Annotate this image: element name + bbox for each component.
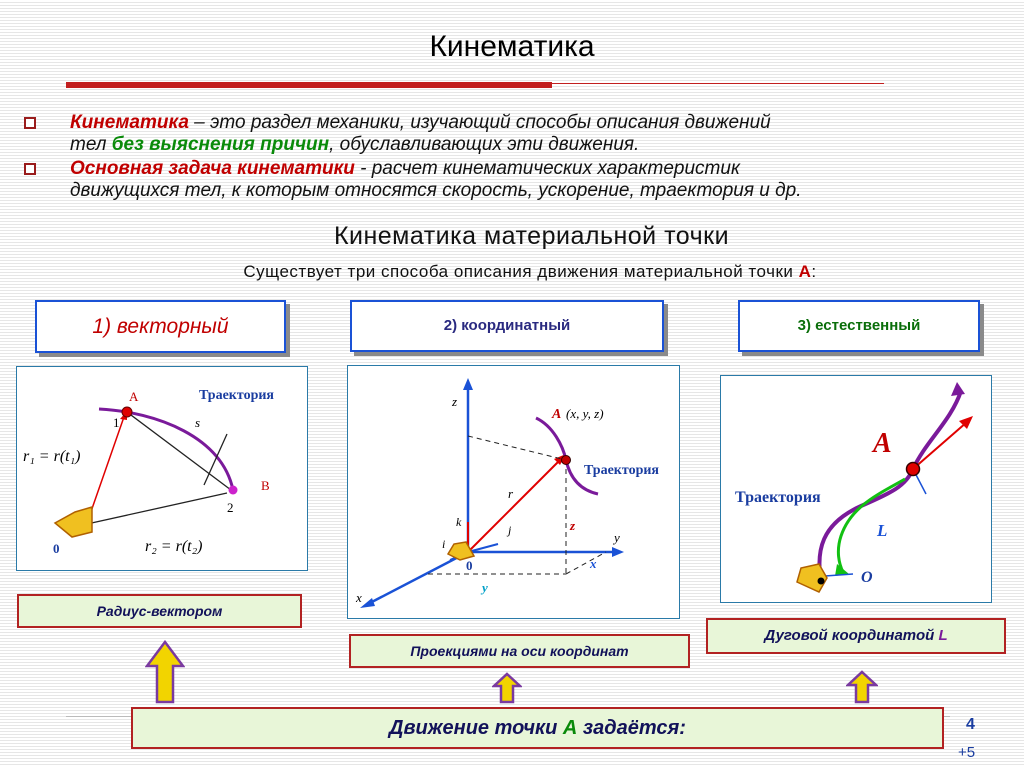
trajectory-label: Траектория [199,388,274,403]
natural-diagram [720,375,992,603]
methods-intro-point: А [798,262,812,281]
bottom-point: А [562,717,578,739]
methods-intro-colon: : [811,262,817,281]
vector-diagram [16,366,308,571]
y-projection-label: y [482,580,488,595]
coordinate-description: Проекциями на оси координат [410,643,629,659]
z-projection-label: z [570,518,576,533]
methods-intro [0,262,1024,282]
x-axis-label: x [356,590,362,605]
task-text-2: движущихся тел, к которым относятся скорость, ускорение, траектория и др. [70,180,802,201]
natural-description: Дуговой координатой [764,627,939,644]
r-vector-label: r [508,486,514,501]
vector-description: Радиус-вектором [96,603,223,619]
coordinate-description-box [349,634,690,668]
task-text: - расчет кинематических характеристик [354,158,740,179]
bullet-square-icon [24,163,36,175]
term-main-task: Основная задача кинематики [70,158,355,179]
definition-highlight: без выяснения причин [111,134,330,155]
title-underline-thin [552,83,884,84]
j-vector-label: j [508,523,512,537]
point-a-label: A [552,407,562,422]
page-title: Кинематика [429,30,595,63]
method-natural-label: 3) естественный [797,317,921,334]
section-title: Кинематика материальной точки [333,222,730,250]
bottom-text: Движение точки [389,717,563,739]
method-natural-box [738,300,980,352]
origin-label: 0 [53,541,60,556]
bottom-tail: задаётся: [577,717,686,739]
definition-text-3: , обуславливающих эти движения. [329,134,640,155]
point-1-label: 1 [113,415,120,430]
up-arrow-icon [492,672,522,704]
method-coordinate-label: 2) координатный [443,317,571,334]
r2-equation: r₂ = r(t₂) [145,538,203,555]
vector-description-box [17,594,302,628]
term-kinematics: Кинематика [70,112,189,133]
origin-label: 0 [466,558,473,573]
natural-diagram-svg [721,376,993,604]
trajectory-label: Траектория [584,463,659,478]
method-vector-label: 1) векторный [92,315,229,338]
up-arrow-icon [846,670,878,704]
arc-s-label: s [195,415,201,430]
bullet-square-icon [24,117,36,129]
point-a-label: A [129,389,139,404]
up-arrow-icon [145,640,185,704]
natural-description-symbol: L [938,627,948,644]
task-paragraph [70,158,1000,202]
bottom-summary-box [131,707,944,749]
definition-paragraph [70,112,1000,156]
origin-label: O [861,569,873,586]
i-vector-label: i [442,537,446,551]
natural-description-box [706,618,1006,654]
vector-diagram-svg [17,367,309,572]
trajectory-label: Траектория [735,489,821,506]
point-b-label: B [261,478,270,493]
x-projection-label: x [590,556,597,571]
definition-text-2: тел [70,134,112,155]
arc-l-label: L [877,521,888,540]
point-2-label: 2 [227,500,234,515]
coordinate-diagram-svg [348,366,681,620]
coordinate-diagram [347,365,680,619]
z-axis-label: z [452,394,458,409]
method-coordinate-box [350,300,664,352]
page-extra: +5 [958,744,976,761]
point-a-label: A [873,428,892,459]
definition-text: – это раздел механики, изучающий способы описания движений [188,112,771,133]
y-axis-label: y [614,530,620,545]
k-vector-label: k [456,515,462,529]
r1-equation: r₁ = r(t₁) [23,448,81,465]
methods-intro-text: Существует три способа описания движения материальной точки [243,262,799,281]
point-a-coords: (x, y, z) [566,406,604,421]
title-underline [66,82,552,88]
page-number: 4 [966,716,975,733]
method-vector-box [35,300,286,353]
